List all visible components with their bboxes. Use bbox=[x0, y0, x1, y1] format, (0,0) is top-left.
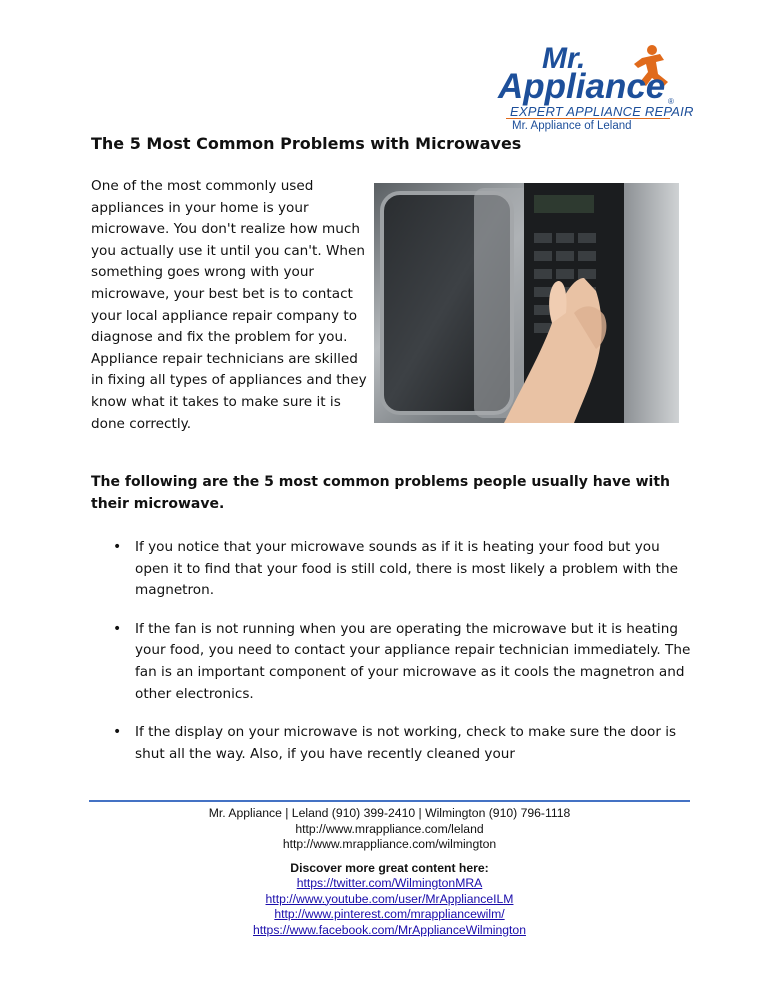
problem-text: If the display on your microwave is not working, check to make sure the door is shut all the way. Also, if you have recently cleaned your bbox=[135, 724, 677, 762]
logo-brand-line2: Appliance bbox=[498, 67, 666, 106]
page-title: The 5 Most Common Problems with Microwaves bbox=[91, 134, 522, 153]
logo-brand-line1: Mr. bbox=[542, 42, 586, 75]
intro-text: One of the most commonly used appliances in your home is your microwave. You don't realize how much you actually use it until you can't. When something goes wrong with your microwave, your best bet is to contact your local appliance repair company to diagnose and fix the problem for you. Appliance repair technicians are skilled in fixing all types of appliances and they know what it takes to make sure it is done correctly. bbox=[91, 178, 367, 432]
list-item bbox=[91, 722, 691, 765]
logo-registered-mark: ® bbox=[668, 97, 674, 106]
bullet-icon: • bbox=[113, 620, 122, 637]
intro-paragraph bbox=[91, 176, 373, 435]
youtube-link[interactable]: http://www.youtube.com/user/MrApplianceILM bbox=[265, 891, 514, 906]
list-item bbox=[91, 537, 691, 602]
twitter-link[interactable]: https://twitter.com/WilmingtonMRA bbox=[296, 876, 483, 890]
logo-divider bbox=[506, 118, 670, 119]
logo-wordmark bbox=[492, 42, 682, 106]
problem-text: If the fan is not running when you are operating the microwave but it is heating your food, you need to contact your appliance repair technician immediately. The fan is an important component of your microwave as it cools the magnetron and other electronics. bbox=[135, 620, 691, 702]
logo-location: Mr. Appliance of Leland bbox=[512, 120, 632, 132]
bullet-icon: • bbox=[113, 539, 122, 555]
list-item bbox=[91, 619, 691, 705]
problems-list bbox=[91, 537, 691, 782]
footer-discover-heading: Discover more great content here: bbox=[290, 860, 489, 875]
problem-text: If you notice that your microwave sounds as if it is heating your food but you open it to find that your food is still cold, there is most likely a problem with the magnetron. bbox=[135, 539, 678, 599]
microwave-photo bbox=[374, 183, 679, 423]
problems-lead: The following are the 5 most common problems people usually have with their microwave. bbox=[91, 474, 671, 512]
logo-tagline: EXPERT APPLIANCE REPAIR bbox=[510, 104, 694, 119]
facebook-link[interactable]: https://www.facebook.com/MrApplianceWilmington bbox=[253, 922, 526, 937]
footer-url-leland: http://www.mrappliance.com/leland bbox=[295, 821, 484, 836]
mr-appliance-logo bbox=[492, 42, 694, 136]
footer-contact: Mr. Appliance | Leland (910) 399-2410 | Wilmington (910) 796-1118 bbox=[208, 806, 571, 820]
pinterest-link[interactable]: http://www.pinterest.com/mrappliancewilm/ bbox=[274, 907, 505, 921]
footer-url-wilmington: http://www.mrappliance.com/wilmington bbox=[282, 837, 497, 851]
bullet-icon: • bbox=[113, 724, 122, 741]
footer bbox=[89, 806, 690, 938]
footer-divider bbox=[89, 800, 690, 802]
